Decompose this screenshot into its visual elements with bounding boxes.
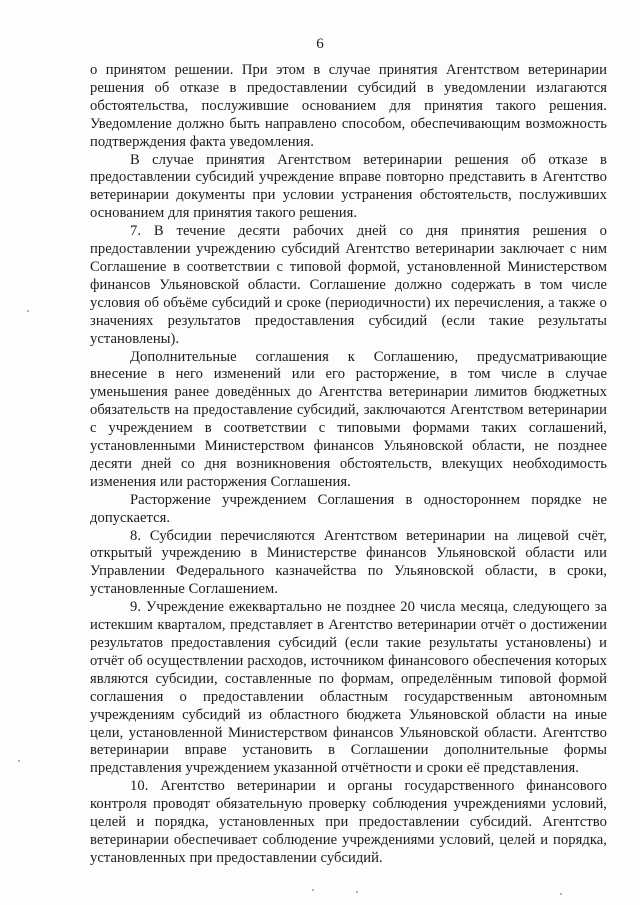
paragraph-item-8: 8. Субсидии перечисляются Агентством ветеринарии на лицевой счёт, открытый учреждению в Министерстве финансов Ульяновской области или Управлении Федерального казначейства по Ульяновской области, в сроки, установленные Соглашением. [90, 527, 607, 598]
paragraph-resubmission: В случае принятия Агентством ветеринарии решения об отказе в предоставлении субсидий учреждение вправе повторно представить в Агентство ветеринарии документы при условии устранения обстоятельств, послуживших основанием для принятия такого решения. [90, 151, 607, 222]
paragraph-termination: Расторжение учреждением Соглашения в одностороннем порядке не допускается. [90, 491, 607, 526]
scan-speck [560, 893, 562, 895]
paragraph-notification-continuation: о принятом решении. При этом в случае принятия Агентством ветеринарии решения об отказе в предоставлении субсидий в уведомлении излагаются обстоятельства, послужившие основанием для принятия такого решения. Уведомление должно быть направлено способом, обеспечивающим возможность подтверждения факта уведомления. [90, 62, 607, 150]
document-body [90, 62, 607, 868]
paragraph-item-7: 7. В течение десяти рабочих дней со дня принятия решения о предоставлении учреждению субсидий Агентство ветеринарии заключает с ним Соглашение в соответствии с типовой формой, установленной Министерством финансов Ульяновской области. Соглашение должно содержать в том числе условия об объёме субсидий и сроке (периодичности) их перечисления, а также о значениях результатов предоставления субсидий (если такие результаты установлены). [90, 223, 607, 347]
scan-speck [18, 760, 20, 762]
paragraph-item-9: 9. Учреждение ежеквартально не позднее 20 числа месяца, следующего за истекшим кварталом, представляет в Агентство ветеринарии отчёт о достижении результатов предоставления субсидий (если такие результаты установлены) и отчёт об осуществлении расходов, источником финансового обеспечения которых являются субсидии, составленные по формам, определённым типовой формой соглашения о предоставлении областным государственным автономным учреждениям субсидий из областного бюджета Ульяновской области на иные цели, установленной Министерством финансов Ульяновской области. Агентство ветеринарии вправе установить в Соглашении дополнительные формы представления учреждением указанной отчётности и сроки её представления. [90, 599, 607, 777]
scan-speck [27, 310, 29, 312]
scan-speck [356, 891, 358, 893]
page-number: 6 [316, 36, 324, 52]
scan-speck [312, 889, 314, 891]
paragraph-item-10: 10. Агентство ветеринарии и органы государственного финансового контроля проводят обязательную проверку соблюдения учреждениями условий, целей и порядка, установленных при предоставлении субсидий. Агентство ветеринарии обеспечивает соблюдение учреждениями условий, целей и порядка, установленных при предоставлении субсидий. [90, 778, 607, 866]
paragraph-additional-agreements: Дополнительные соглашения к Соглашению, предусматривающие внесение в него изменений или его расторжение, в том числе в случае уменьшения ранее доведённых до Агентства ветеринарии лимитов бюджетных обязательств на предоставление субсидий, заключаются Агентством ветеринарии с учреждением в соответствии с типовыми формами таких соглашений, установленными Министерством финансов Ульяновской области, не позднее десяти дней со дня возникновения обстоятельств, влекущих необходимость изменения или расторжения Соглашения. [90, 348, 607, 490]
